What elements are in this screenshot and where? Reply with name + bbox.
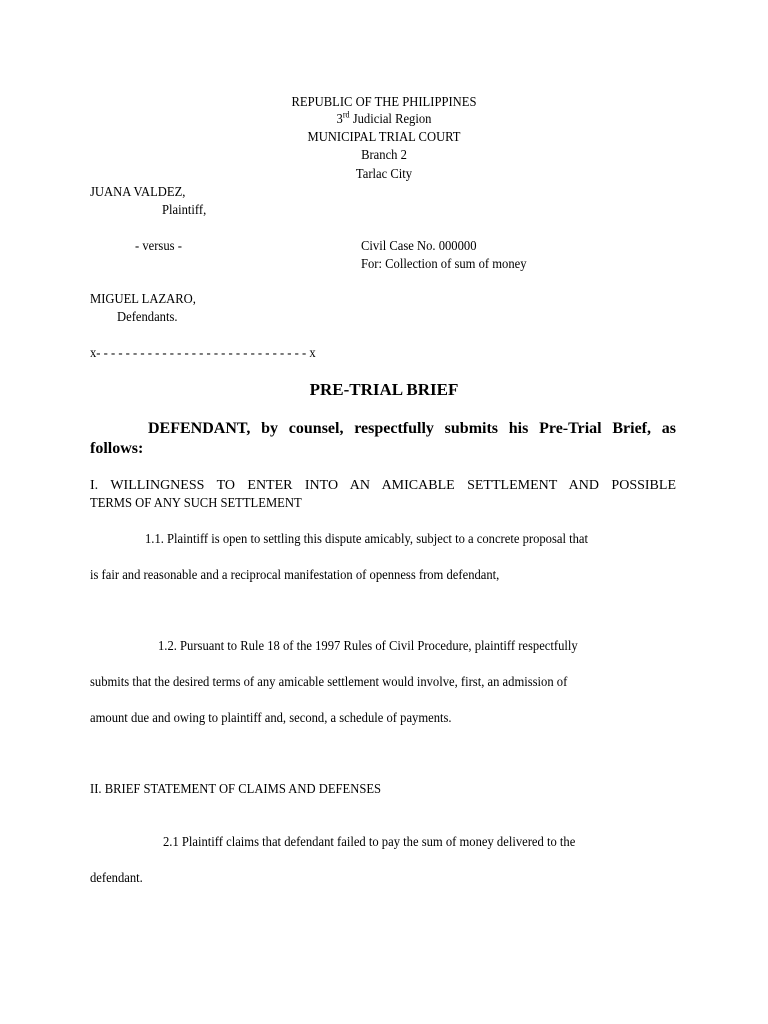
para-1-1-line-2: is fair and reasonable and a reciprocal manifestation of openness from defendant, [90, 568, 500, 583]
header-branch: Branch 2 [361, 148, 407, 163]
para-2-1-line-1: 2.1 Plaintiff claims that defendant failed to pay the sum of money delivered to the [163, 835, 576, 850]
plaintiff-role: Plaintiff, [162, 203, 207, 218]
para-1-1-line-1: 1.1. Plaintiff is open to settling this dispute amicably, subject to a concrete proposal that [145, 532, 589, 547]
plaintiff-name: JUANA VALDEZ, [90, 185, 186, 200]
section-2-heading: II. BRIEF STATEMENT OF CLAIMS AND DEFENSES [90, 782, 382, 797]
para-2-1-line-2: defendant. [90, 871, 143, 886]
document-title: PRE-TRIAL BRIEF [309, 380, 459, 399]
caption-separator: x- - - - - - - - - - - - - - - - - - - - - - - - - - - - - x [90, 346, 316, 361]
intro-line-1: DEFENDANT, by counsel, respectfully submits his Pre-Trial Brief, as [148, 420, 676, 437]
intro-line-2: follows: [90, 440, 144, 457]
defendant-name: MIGUEL LAZARO, [90, 292, 196, 307]
civil-case-number: Civil Case No. 000000 [361, 239, 477, 254]
defendant-role: Defendants. [117, 310, 178, 325]
header-judicial-region: 3rd Judicial Region [336, 109, 432, 127]
section-1-heading-line-1: I. WILLINGNESS TO ENTER INTO AN AMICABLE SETTLEMENT AND POSSIBLE [90, 478, 676, 493]
header-republic: REPUBLIC OF THE PHILIPPINES [291, 95, 477, 110]
header-city: Tarlac City [355, 167, 413, 182]
para-1-2-line-2: submits that the desired terms of any amicable settlement would involve, first, an admission of [90, 675, 568, 690]
header-court: MUNICIPAL TRIAL COURT [307, 130, 461, 145]
case-nature: For: Collection of sum of money [361, 257, 527, 272]
para-1-2-line-3: amount due and owing to plaintiff and, second, a schedule of payments. [90, 711, 452, 726]
versus-label: - versus - [135, 239, 182, 254]
section-1-heading-line-2: TERMS OF ANY SUCH SETTLEMENT [90, 496, 302, 511]
para-1-2-line-1: 1.2. Pursuant to Rule 18 of the 1997 Rules of Civil Procedure, plaintiff respectfully [158, 639, 578, 654]
